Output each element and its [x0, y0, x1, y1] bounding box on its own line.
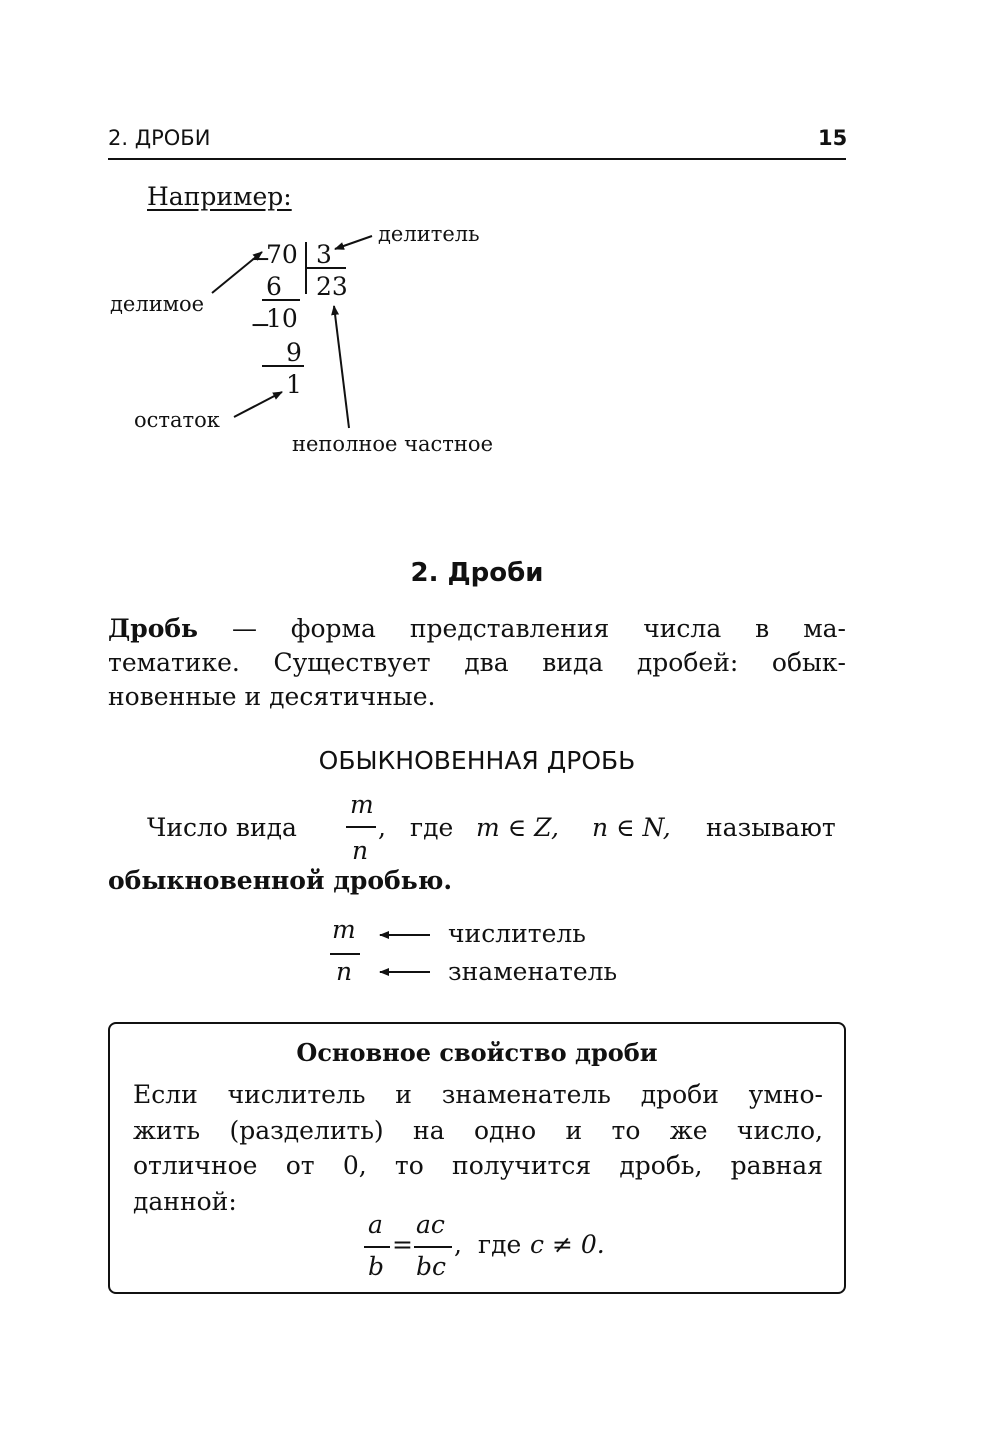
formula-comma: ,	[454, 1230, 462, 1259]
divisor: 3	[316, 240, 332, 269]
formula-right-bar	[414, 1246, 452, 1248]
running-title: 2. ДРОБИ	[108, 126, 211, 150]
definition-line-1-text: — форма представления числа в ма-	[231, 614, 846, 643]
property-formula	[360, 1210, 660, 1290]
dividend: 70	[266, 240, 298, 269]
minus-sign: −	[250, 310, 271, 339]
formula-right-numerator: ac	[416, 1210, 445, 1239]
box-title: Основное свойство дроби	[296, 1038, 658, 1067]
fraction-parts	[0, 915, 1000, 995]
definition-line-1	[108, 612, 846, 646]
quotient: 23	[316, 272, 348, 301]
box-line-1: Если числитель и знаменатель дроби умно-	[133, 1080, 823, 1109]
division-lines	[0, 0, 1000, 480]
fraction-denominator: n	[352, 836, 369, 865]
formula-where: где	[478, 1230, 522, 1259]
definition-paragraph	[108, 612, 846, 714]
label-dividend: делимое	[110, 292, 205, 316]
section-title: 2. Дроби	[410, 558, 544, 588]
formula-left-denominator: b	[368, 1252, 385, 1281]
formula-right-denominator: bc	[416, 1252, 447, 1281]
definition-line-3: новенные и десятичные.	[108, 682, 436, 711]
subtrahend-1: 6	[266, 272, 282, 301]
fraction-bar	[346, 826, 376, 828]
definition-term: Дробь	[108, 614, 199, 643]
label-remainder: остаток	[134, 408, 220, 432]
fraction-numerator: m	[350, 790, 374, 819]
box-line-4: данной:	[133, 1187, 237, 1216]
condition-m: m ∈ Z,	[476, 813, 559, 842]
ordinary-bold-term: обыкновенной дробью.	[108, 866, 453, 895]
comma: ,	[378, 813, 386, 842]
ordinary-fraction-definition	[0, 790, 1000, 900]
ordinary-suffix: называют	[706, 813, 836, 842]
definition-line-2: тематике. Существует два вида дробей: обык-	[108, 648, 846, 677]
page-number: 15	[818, 126, 848, 150]
where-word: где	[410, 813, 454, 842]
parts-denominator: n	[336, 957, 353, 986]
formula-left-numerator: a	[368, 1210, 383, 1239]
label-partial-quotient: неполное частное	[292, 432, 493, 456]
difference-1: 10	[266, 304, 298, 333]
numerator-label: числитель	[448, 919, 586, 948]
property-box	[108, 1022, 846, 1294]
minus-sign: −	[250, 244, 271, 273]
formula-left-bar	[364, 1246, 390, 1248]
subsection-title: ОБЫКНОВЕННАЯ ДРОБЬ	[318, 746, 636, 775]
division-diagram	[0, 0, 1000, 480]
remainder-value: 1	[286, 370, 302, 399]
parts-fraction-bar	[330, 953, 360, 955]
ordinary-prefix: Число вида	[147, 813, 297, 842]
example-label: Например:	[147, 182, 292, 211]
box-line-2: жить (разделить) на одно и то же число,	[133, 1116, 823, 1145]
subtrahend-2: 9	[286, 338, 302, 367]
condition-n: n ∈ N,	[592, 813, 671, 842]
box-line-3: отличное от 0, то получится дробь, равная	[133, 1151, 823, 1180]
parts-numerator: m	[332, 915, 356, 944]
formula-condition: c ≠ 0.	[530, 1230, 605, 1259]
denominator-label: знаменатель	[448, 957, 618, 986]
label-divisor: делитель	[378, 222, 480, 246]
parts-arrows	[370, 915, 440, 985]
formula-equals: =	[392, 1230, 413, 1259]
